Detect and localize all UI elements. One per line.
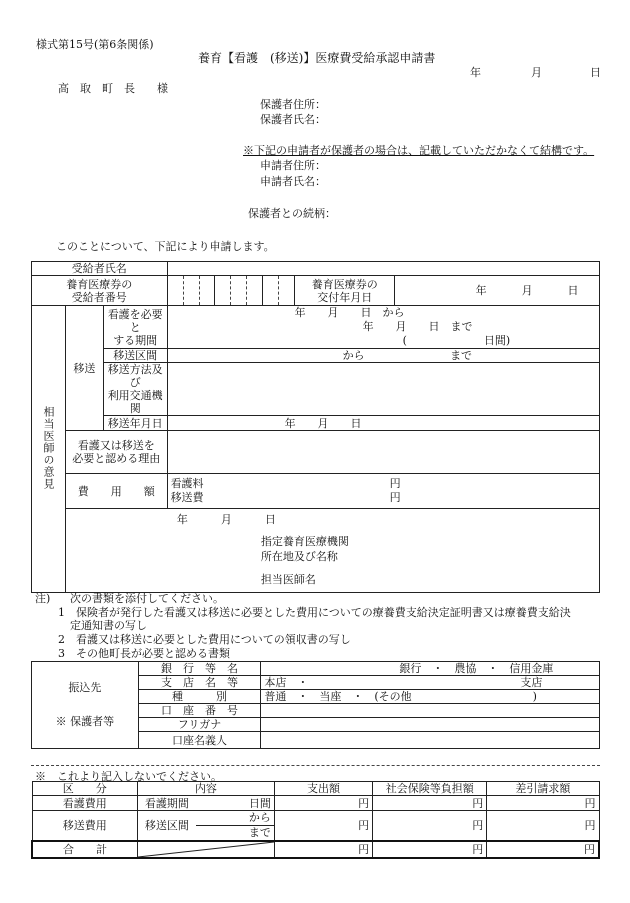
form-number: 様式第15号(第6条関係): [36, 38, 154, 51]
nursing-claim-yen: 円: [487, 796, 599, 811]
nursing-period-label-office: 看護期間: [137, 796, 195, 811]
branch-office: 支店: [520, 676, 543, 689]
account-number-field[interactable]: [261, 704, 600, 718]
date-day: 日: [590, 66, 601, 79]
cert-date-field[interactable]: [395, 276, 600, 306]
cert-month: 月: [521, 284, 533, 297]
nursing-fee-yen: 円: [389, 477, 401, 490]
form-title: 養育【看護 (移送)】医療費受給承認申請書: [198, 51, 436, 65]
nursing-paid-yen: 円: [274, 796, 372, 811]
total-content-slash: [137, 841, 274, 858]
notes-item-2: 2 看護又は移送に必要とした費用についての領収書の写し: [58, 633, 351, 646]
account-holder-label: 口座名義人: [138, 732, 261, 749]
total-label: 合 計: [32, 841, 137, 858]
transport-fee-label: 移送費: [170, 491, 204, 504]
nursing-period-field[interactable]: [167, 306, 599, 349]
date-month: 月: [531, 66, 542, 79]
bank-table: [31, 661, 600, 749]
col-content: 内容: [137, 782, 274, 796]
date-year: 年: [470, 66, 481, 79]
transport-section-range: から まで: [196, 811, 275, 842]
notes-intro: 次の書類を添付してください。: [70, 592, 224, 605]
applicant-address-label: 申請者住所：: [260, 159, 326, 172]
application-table: [31, 261, 600, 593]
guardian-name-label: 保護者氏名：: [260, 113, 326, 126]
transfer-label: 振込先: [68, 681, 102, 694]
period-to: 年 月 日 まで: [362, 320, 473, 333]
office-note: ※ これより記入しないでください。: [35, 770, 222, 783]
transport-section-label-office: 移送区間: [137, 811, 195, 842]
institution-label: 指定養育医療機関 所在地及び名称: [260, 535, 349, 563]
cert-day: 日: [567, 284, 579, 297]
cert-number-label: 養育医療券の 受給者番号: [32, 276, 168, 306]
branch-field[interactable]: [261, 676, 600, 690]
nursing-days: 日間: [196, 796, 275, 811]
bank-name-label: 銀 行 等 名: [138, 662, 261, 676]
cut-line: [31, 765, 600, 766]
branch-label: 支 店 名 等: [138, 676, 261, 690]
transport-insurance-yen: 円: [373, 811, 487, 842]
col-paid: 支出額: [274, 782, 372, 796]
applicant-note: ※下記の申請者が保護者の場合は、記載していただかなくて結構です。: [243, 144, 595, 157]
addressee: 高 取 町 長 様: [58, 82, 168, 95]
transport-method-field[interactable]: [167, 363, 599, 416]
transport-fee-yen: 円: [389, 491, 401, 504]
account-number-label: 口 座 番 号: [138, 704, 261, 718]
cost-field[interactable]: [167, 474, 599, 509]
transport-cost-label: 移送費用: [32, 811, 137, 842]
reason-field[interactable]: [167, 431, 599, 474]
bank-name-field[interactable]: [261, 662, 600, 676]
cert-year: 年: [475, 284, 487, 297]
section-to: まで: [450, 349, 473, 362]
account-type-label: 種 別: [138, 690, 261, 704]
col-category: 区 分: [32, 782, 137, 796]
recipient-name-field[interactable]: [167, 262, 599, 276]
col-claim: 差引請求額: [487, 782, 599, 796]
notes-item-1: 1 保険者が発行した看護又は移送に必要とした費用についての療養費支給決定証明書又は療養費支給決: [58, 606, 571, 619]
account-type-values: 普通 ・ 当座 ・ (その他 ): [264, 690, 537, 703]
period-from: 年 月 日 から: [294, 306, 405, 319]
notes-label: 注): [35, 592, 51, 605]
guardian-mark: ※ 保護者等: [55, 715, 115, 728]
account-type-field[interactable]: [261, 690, 600, 704]
sign-date: 年 月 日: [176, 513, 276, 526]
furigana-field[interactable]: [261, 718, 600, 732]
guardian-address-label: 保護者住所：: [260, 98, 326, 111]
doctor-opinion-label: 相当医師の意見: [32, 306, 66, 593]
transport-section-label: 移送区間: [103, 349, 167, 363]
account-holder-field[interactable]: [261, 732, 600, 749]
period-days: ( 日間): [402, 334, 511, 347]
statement: このことについて、下記により申請します。: [56, 240, 275, 253]
nursing-period-label: 看護を必要と する期間: [103, 306, 167, 349]
notes-item-1b: 定通知書の写し: [70, 619, 147, 632]
diagonal-line: [138, 842, 274, 857]
notes-item-3: 3 その他町長が必要と認める書類: [58, 647, 230, 660]
col-insurance: 社会保険等負担額: [373, 782, 487, 796]
applicant-name-label: 申請者氏名：: [260, 175, 326, 188]
transport-method-label: 移送方法及び 利用交通機関: [103, 363, 167, 416]
office-table: [31, 781, 600, 859]
nursing-fee-label: 看護料: [170, 477, 204, 490]
cert-number-field[interactable]: [167, 276, 295, 306]
doctor-name-label: 担当医師名: [260, 573, 316, 586]
head-office: 本店 ・: [264, 676, 309, 689]
transfer-block: [32, 662, 139, 749]
furigana-label: フリガナ: [138, 718, 261, 732]
transport-date-label: 移送年月日: [103, 416, 167, 431]
total-paid-yen: 円: [274, 841, 372, 858]
section-from: から: [342, 349, 365, 362]
transport-section-field[interactable]: [167, 349, 599, 363]
doctor-sign-block[interactable]: [65, 509, 599, 593]
transport-paid-yen: 円: [274, 811, 372, 842]
transport-claim-yen: 円: [487, 811, 599, 842]
total-insurance-yen: 円: [373, 841, 487, 858]
total-claim-yen: 円: [487, 841, 599, 858]
transport-label: 移送: [65, 306, 103, 431]
reason-label: 看護又は移送を 必要と認める理由: [65, 431, 167, 474]
transport-date-field[interactable]: 年 月 日: [167, 416, 599, 431]
cost-label: 費 用 額: [65, 474, 167, 509]
recipient-name-label: 受給者氏名: [32, 262, 168, 276]
nursing-insurance-yen: 円: [373, 796, 487, 811]
cert-date-label: 養育医療券の 交付年月日: [295, 276, 395, 306]
nursing-cost-label: 看護費用: [32, 796, 137, 811]
bank-types: 銀行 ・ 農協 ・ 信用金庫: [399, 662, 554, 675]
relation-label: 保護者との続柄：: [248, 207, 336, 220]
